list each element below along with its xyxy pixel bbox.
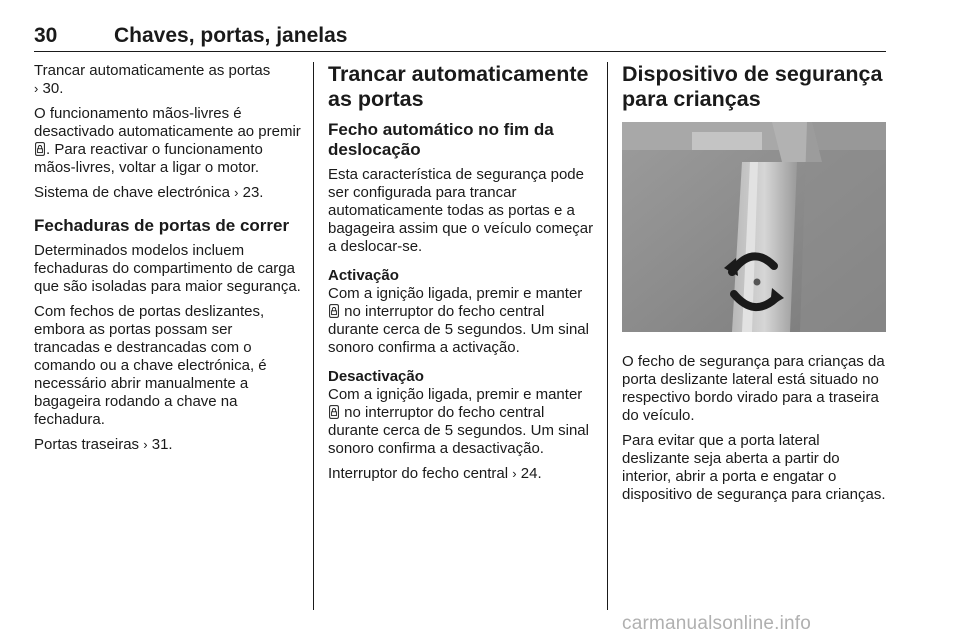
cross-reference: 31. [151,436,173,453]
paragraph: Esta característica de segurança pode ser configurada para trancar automaticamente todas as portas e a bagageira assim que o veículo começar a deslocar-se. [328,166,594,255]
section-heading: Fechaduras de portas de correr [34,216,290,235]
paragraph: Trancar automaticamente as portas › 30. [34,62,271,97]
paragraph: Determinados modelos incluem fechaduras do compartimento de carga que são isoladas para maior segurança. [34,242,301,295]
page-reference-icon: › [512,466,517,481]
column-3 [622,62,888,511]
page-reference-icon: › [34,81,39,96]
activation-heading: Activação [328,267,399,284]
paragraph: Para evitar que a porta lateral deslizante seja aberta a partir do interior, abrir a porta e engatar o dispositivo de segurança para crianças. [622,432,886,503]
child-lock-illustration-icon [622,122,886,332]
cross-reference: 30. [42,80,64,97]
section-title: Trancar automaticamente as portas [328,62,589,111]
paragraph: Com a ignição ligada, premir e manter no interruptor do fecho central durante cerca de 5 segundos. Um sinal sonoro confirma a desactivação. [328,386,589,457]
column-1 [34,62,302,461]
page-header [34,24,886,52]
cross-reference: 24. [520,465,542,482]
lock-button-icon [329,405,339,419]
column-divider [607,62,608,610]
deactivation-heading: Desactivação [328,368,424,385]
paragraph: O fecho de segurança para crianças da porta deslizante lateral está situado no respectivo bordo virado para a traseira do veículo. [622,353,885,424]
paragraph: O funcionamento mãos-livres é desactivado automaticamente ao premir . Para reactivar o funcionamento mãos-livres, voltar a ligar o motor. [34,105,301,176]
page-reference-icon: › [234,185,239,200]
paragraph: Interruptor do fecho central › 24. [328,465,542,482]
page-number: 30 [34,24,58,47]
column-2 [328,62,594,490]
lock-button-icon [35,142,45,156]
paragraph: Portas traseiras › 31. [34,436,173,453]
paragraph: Com a ignição ligada, premir e manter no interruptor do fecho central durante cerca de 5 segundos. Um sinal sonoro confirma a activação. [328,285,589,356]
cross-reference: 23. [242,184,264,201]
paragraph: Sistema de chave electrónica › 23. [34,184,264,201]
paragraph: Com fechos de portas deslizantes, embora as portas possam ser trancadas e destrancadas com o comando ou a chave electrónica, é necessário abrir manualmente a bagageira rodando a chave na fechadura. [34,303,267,428]
watermark: carmanualsonline.info [622,613,812,634]
subsection-heading: Fecho automático no fim da deslocação [328,120,554,159]
chapter-title: Chaves, portas, janelas [114,24,348,47]
lock-button-icon [329,304,339,318]
section-title: Dispositivo de segurança para crianças [622,62,883,111]
page-reference-icon: › [143,437,148,452]
column-divider [313,62,314,610]
